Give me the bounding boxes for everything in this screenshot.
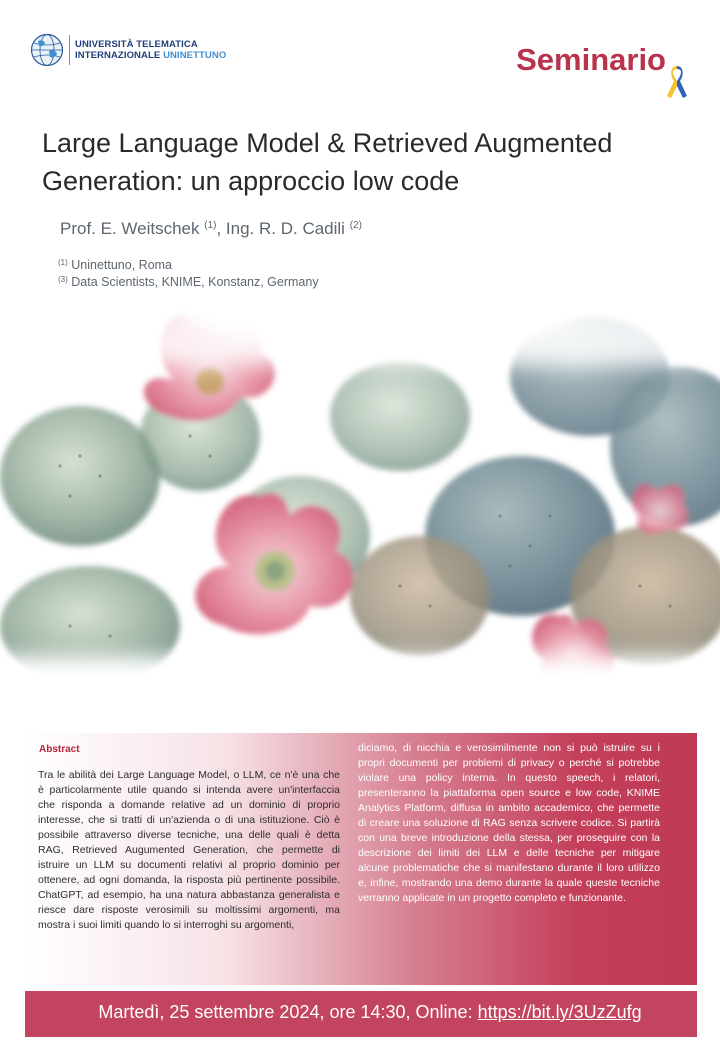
affiliation-1-text: Uninettuno, Roma [67, 258, 173, 272]
event-footer [25, 991, 697, 1037]
logo-text [75, 39, 226, 61]
globe-logo-icon [30, 33, 64, 67]
cactus-flower-illustration [0, 296, 720, 716]
abstract-heading: Abstract [39, 744, 80, 755]
author-separator: , [216, 219, 226, 238]
abstract-text-left: Tra le abilità dei Large Language Model, o LLM, ce n'è una che è particolarmente utile quando si intenda avere un'interfaccia che risponda a domande relative ad un dominio di proprio interesse, che si tratti di un'azienda o di una istituzione. Ciò è possibile attraverso diverse tecniche, una delle quali è detta RAG, Retrieved Augumented Generation, che permette di istruire un LLM su documenti relativi al proprio dominio per ottenere, ad ogni domanda, la risposta più pertinente possibile. ChatGPT, ad esempio, ha una natura abbastanza generalista e riesce dare risposte verosimili su moltissimi argomenti, ma mostra i suoi limiti quando lo si interroghi su argomenti, [38, 769, 340, 931]
author-2-sup: (2) [349, 220, 362, 231]
seminar-label: Seminario [516, 42, 666, 77]
event-date-time: Martedì, 25 settembre 2024, ore 14:30, Online: [98, 1002, 478, 1022]
abstract-text-right: diciamo, di nicchia e verosimilmente non si può istruire su i propri documenti per problemi di privacy o perché si potrebbe violare una policy interna. In questo speech, i relatori, presenteranno la piattaforma open source e low code, KNIME Analytics Platform, diffusa in ambito accademico, che permette di creare una soluzione di RAG senza scrivere codice. Si partirà con una breve introduzione della stessa, per proseguire con la descrizione dei limiti dei LLM e delle tecniche per mitigare alcune problematiche che si manifestano durante il loro utilizzo e, infine, mostrando una demo durante la quale queste tecniche verranno applicate in un progetto completo e funzionante. [358, 742, 660, 904]
affiliation-2-text: Data Scientists, KNIME, Konstanz, Germany [67, 275, 319, 289]
logo-line2-b: UNINETTUNO [163, 50, 227, 61]
logo-line2 [75, 50, 226, 61]
affiliation-2-sup: (3) [58, 275, 68, 284]
event-link[interactable]: https://bit.ly/3UzZufg [477, 1002, 642, 1022]
affiliation-1 [58, 258, 172, 272]
abstract-panel [25, 733, 697, 985]
author-1-name: Prof. E. Weitschek [60, 219, 205, 238]
author-1-sup: (1) [204, 220, 217, 231]
affiliation-1-sup: (1) [58, 258, 68, 267]
logo-line2-a: INTERNAZIONALE [75, 50, 164, 61]
author-2-name: Ing. R. D. Cadili [225, 219, 350, 238]
university-logo [30, 33, 226, 67]
authors [60, 219, 362, 239]
logo-line1: UNIVERSITÀ TELEMATICA [75, 39, 198, 50]
logo-divider [69, 35, 70, 65]
ribbon-icon [664, 62, 690, 100]
event-details [25, 1002, 715, 1023]
affiliation-2 [58, 275, 319, 289]
page-title: Large Language Model & Retrieved Augmented Generation: un approccio low code [42, 128, 613, 196]
